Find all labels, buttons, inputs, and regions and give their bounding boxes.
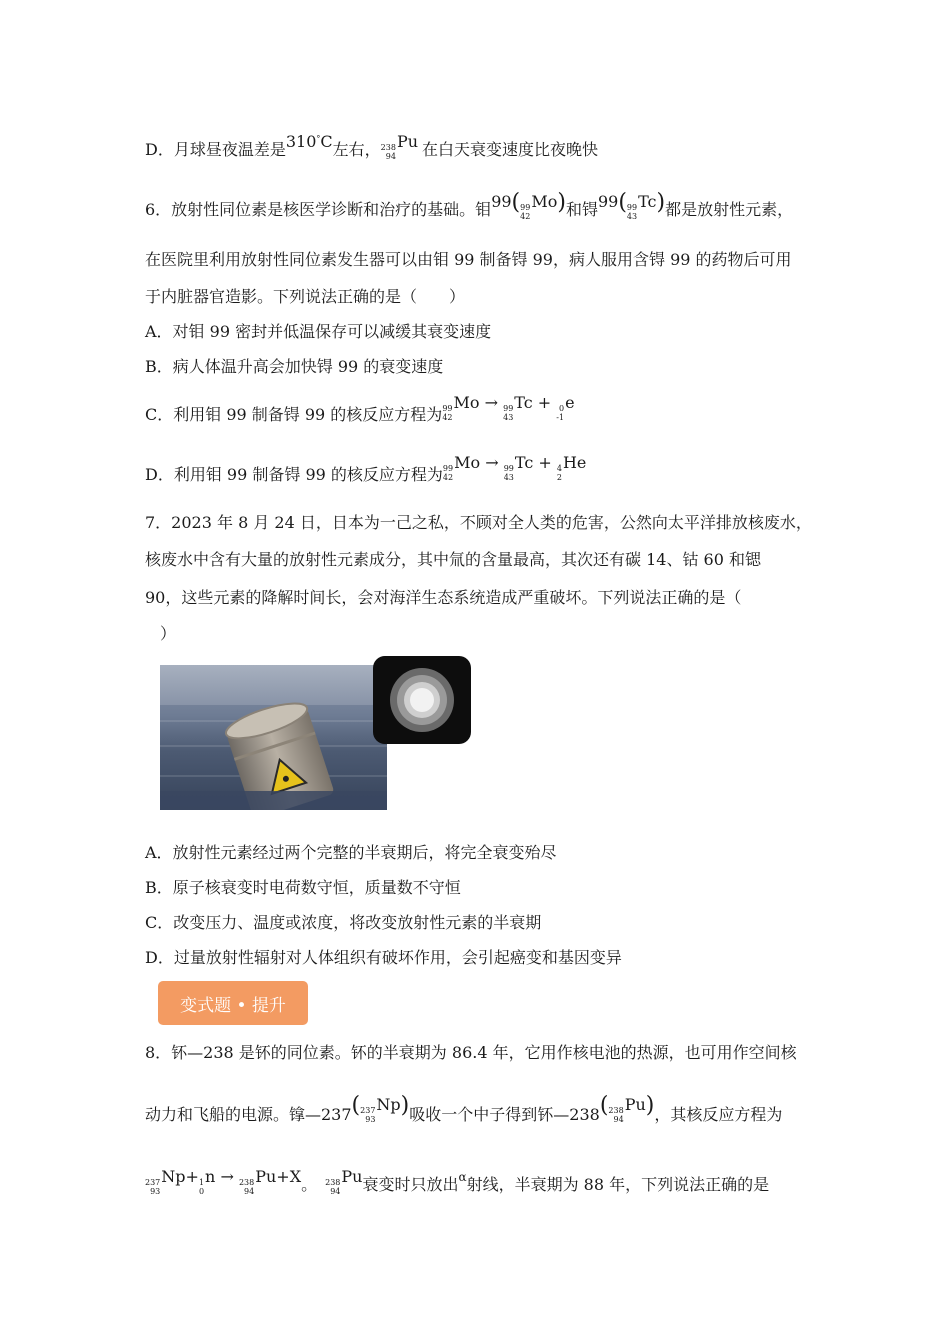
q7-option-c[interactable]: C．改变压力、温度或浓度，将改变放射性元素的半衰期 bbox=[145, 913, 542, 932]
equation-c: 99 42 Mo → 99 43 Tc + 0 -1 e bbox=[442, 393, 575, 422]
q6-stem-line2: 在医院里利用放射性同位素发生器可以由钼 99 制备锝 99，病人服用含锝 99 的药物后可用 bbox=[145, 250, 792, 269]
nuclide-np: ( 237 93 Np) bbox=[351, 1093, 410, 1124]
equation-d: 99 42 Mo → 99 43 Tc + 4 2 He bbox=[442, 453, 587, 482]
camera-lens-icon[interactable] bbox=[373, 656, 471, 744]
q5-option-d[interactable]: D．月球昼夜温差是310°C左右， 238 94 Pu 在白天衰变速度比夜晚快 bbox=[145, 132, 599, 161]
barrel-graphic bbox=[160, 665, 387, 810]
equation-np-pu: 237 93 Np+ 1 0 n → 238 94 Pu+X bbox=[145, 1167, 302, 1196]
nuclide-tc: 99( 99 43 Tc) bbox=[597, 190, 666, 221]
q7-option-a[interactable]: A．放射性元素经过两个完整的半衰期后，将完全衰变殆尽 bbox=[145, 843, 557, 862]
q6-option-c[interactable]: C．利用钼 99 制备锝 99 的核反应方程为 99 42 Mo → 99 43 Tc + 0 -1 e bbox=[145, 393, 575, 424]
nuclide-pu: 238 94 Pu bbox=[380, 132, 419, 161]
nuclide-pu-238-b: 238 94 Pu bbox=[325, 1167, 363, 1196]
q7-option-b[interactable]: B．原子核衰变时电荷数守恒，质量数不守恒 bbox=[145, 878, 461, 897]
camera-lens-graphic bbox=[373, 656, 471, 744]
q6-option-d[interactable]: D．利用钼 99 制备锝 99 的核反应方程为 99 42 Mo → 99 43 Tc + 4 2 He bbox=[145, 453, 587, 484]
q6-option-b[interactable]: B．病人体温升高会加快锝 99 的衰变速度 bbox=[145, 357, 444, 376]
q6-stem-line1: 6．放射性同位素是核医学诊断和治疗的基础。钼99( 99 42 Mo)和锝99( 99 43 Tc)都是放射性元素， bbox=[145, 190, 794, 221]
q8-stem-line3: 237 93 Np+ 1 0 n → 238 94 Pu+X。 238 94 Pu衰变时只放出$^\alpha$射线，半衰期为 88 年，下列说法正确的是 bbox=[145, 1167, 770, 1196]
q8-stem-line2: 动力和飞船的电源。镎—237( 237 93 Np)吸收一个中子得到钚—238( 238 94 Pu)，其核反应方程为 bbox=[145, 1093, 783, 1124]
text: D．月球昼夜温差是 bbox=[145, 140, 286, 159]
q7-stem-line4: ） bbox=[160, 624, 177, 643]
nuclide-mo: 99( 99 42 Mo) bbox=[491, 190, 566, 221]
radioactive-barrel-photo bbox=[160, 665, 387, 810]
q6-stem-line3: 于内脏器官造影。下列说法正确的是（ ） bbox=[145, 287, 466, 306]
q7-stem-line1: 7．2023 年 8 月 24 日，日本为一己之私，不顾对全人类的危害，公然向太平洋排放核废水， bbox=[145, 513, 812, 532]
q7-stem-line2: 核废水中含有大量的放射性元素成分，其中氚的含量最高，其次还有碳 14、钴 60 和锶 bbox=[145, 550, 761, 569]
nuclide-pu-238: ( 238 94 Pu) bbox=[599, 1093, 655, 1124]
q8-stem-line1: 8．钚—238 是钚的同位素。钚的半衰期为 86.4 年，它用作核电池的热源，也可用作空间核 bbox=[145, 1043, 797, 1062]
temperature-value: 310°C bbox=[285, 132, 333, 151]
q7-stem-line3: 90，这些元素的降解时间长，会对海洋生态系统造成严重破坏。下列说法正确的是（ bbox=[145, 588, 742, 607]
q6-option-a[interactable]: A．对钼 99 密封并低温保存可以减缓其衰变速度 bbox=[145, 322, 492, 341]
q7-option-d[interactable]: D．过量放射性辐射对人体组织有破坏作用，会引起癌变和基因变异 bbox=[145, 948, 622, 967]
variant-question-tag[interactable]: 变式题 • 提升 bbox=[158, 981, 308, 1025]
